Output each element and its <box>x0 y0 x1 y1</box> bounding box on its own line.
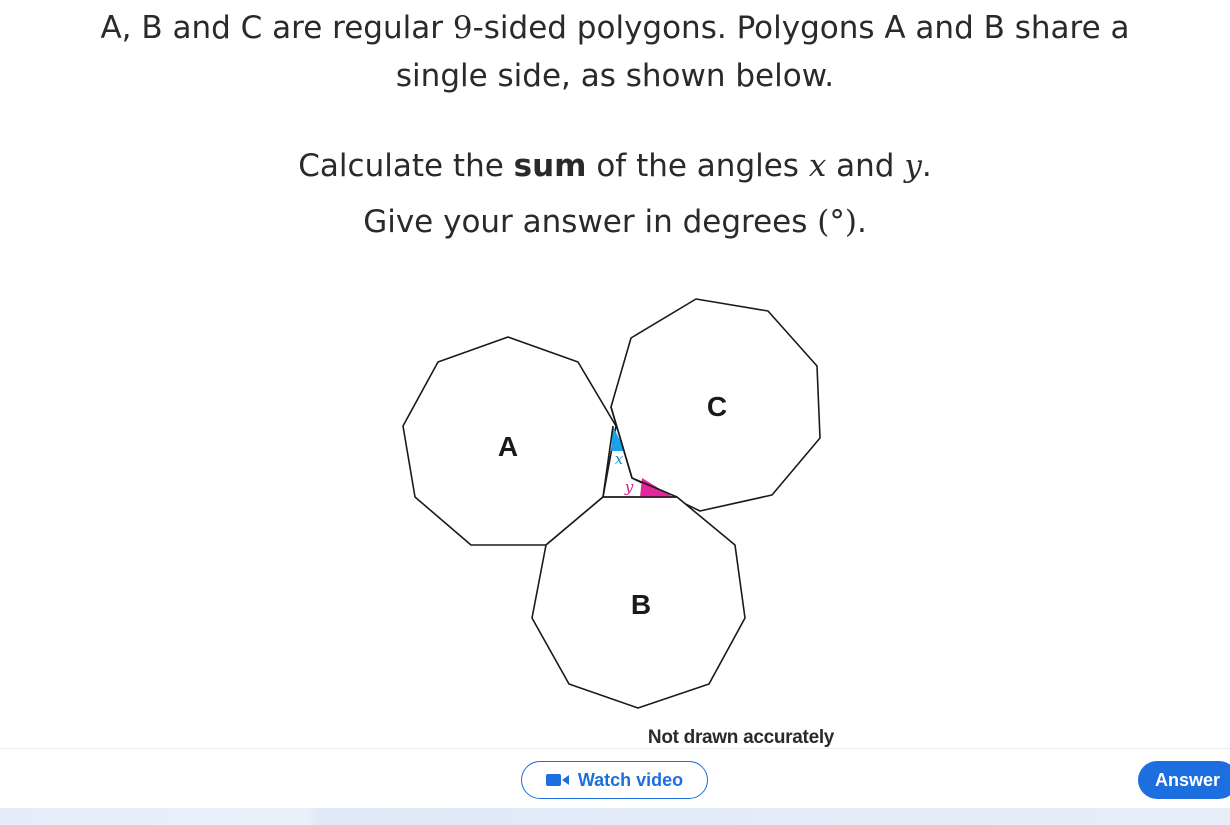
bottom-strip <box>0 808 1230 825</box>
question-line-4: Give your answer in degrees (°). <box>363 204 867 240</box>
watch-video-button[interactable] <box>521 761 708 799</box>
label-a: A <box>497 431 519 462</box>
degree-unit: (°) <box>817 204 857 240</box>
question-line-2: single side, as shown below. <box>395 58 835 94</box>
angle-x-label: x <box>614 450 624 468</box>
watch-video-label: Watch video <box>577 769 684 790</box>
label-b: B <box>630 589 652 620</box>
question-line-3: Calculate the sum of the angles x and y. <box>298 148 932 184</box>
math-x: x <box>808 148 827 184</box>
question-line-1: A, B and C are regular 9-sided polygons. Polygons A and B share a <box>100 10 1130 46</box>
video-camera-icon <box>546 773 570 787</box>
math-y: y <box>904 148 922 184</box>
angle-y-label: y <box>624 478 634 496</box>
sides-number: 9 <box>452 10 473 46</box>
emphasis-sum: sum <box>513 148 587 184</box>
answer-label: Answer <box>1155 769 1221 790</box>
not-drawn-accurately-note: Not drawn accurately <box>647 727 835 748</box>
answer-button[interactable] <box>1138 761 1230 799</box>
footer-divider <box>0 748 1230 749</box>
label-c: C <box>706 391 728 422</box>
